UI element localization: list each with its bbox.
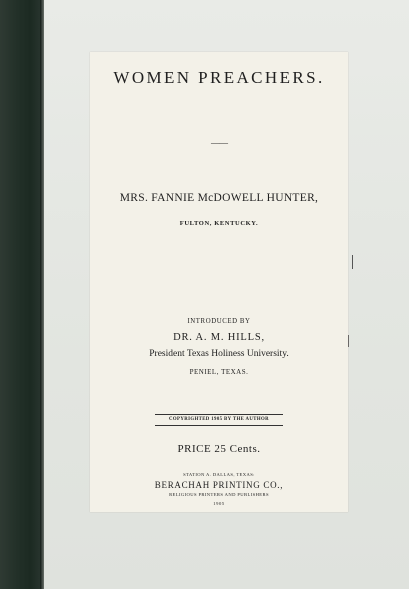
copyright-rule-top [155,414,283,415]
copyright-notice: COPYRIGHTED 1905 BY THE AUTHOR [169,417,269,422]
title-label [90,52,348,512]
introduction-label: INTRODUCED BY [187,318,251,325]
publication-year: 1905 [213,501,225,506]
scratch-mark [348,335,349,347]
introducer-name: DR. A. M. HILLS, [173,332,265,343]
author-name: MRS. FANNIE McDOWELL HUNTER, [119,192,319,204]
author-place: FULTON, KENTUCKY. [179,220,259,227]
price: PRICE 25 Cents. [177,443,261,455]
book-title: WOMEN PREACHERS. [113,68,325,87]
introducer-role: President Texas Holiness University. [149,349,289,359]
title-separator: —— [211,138,227,148]
publisher-station: STATION A. DALLAS, TEXAS: [183,472,255,477]
publisher-role: RELIGIOUS PRINTERS AND PUBLISHERS [169,492,269,497]
scratch-mark [352,255,353,269]
copyright-rule-bottom [155,425,283,426]
book-spine [0,0,44,589]
publisher-name: BERACHAH PRINTING CO., [154,480,284,490]
introducer-place: PENIEL, TEXAS. [189,368,249,376]
